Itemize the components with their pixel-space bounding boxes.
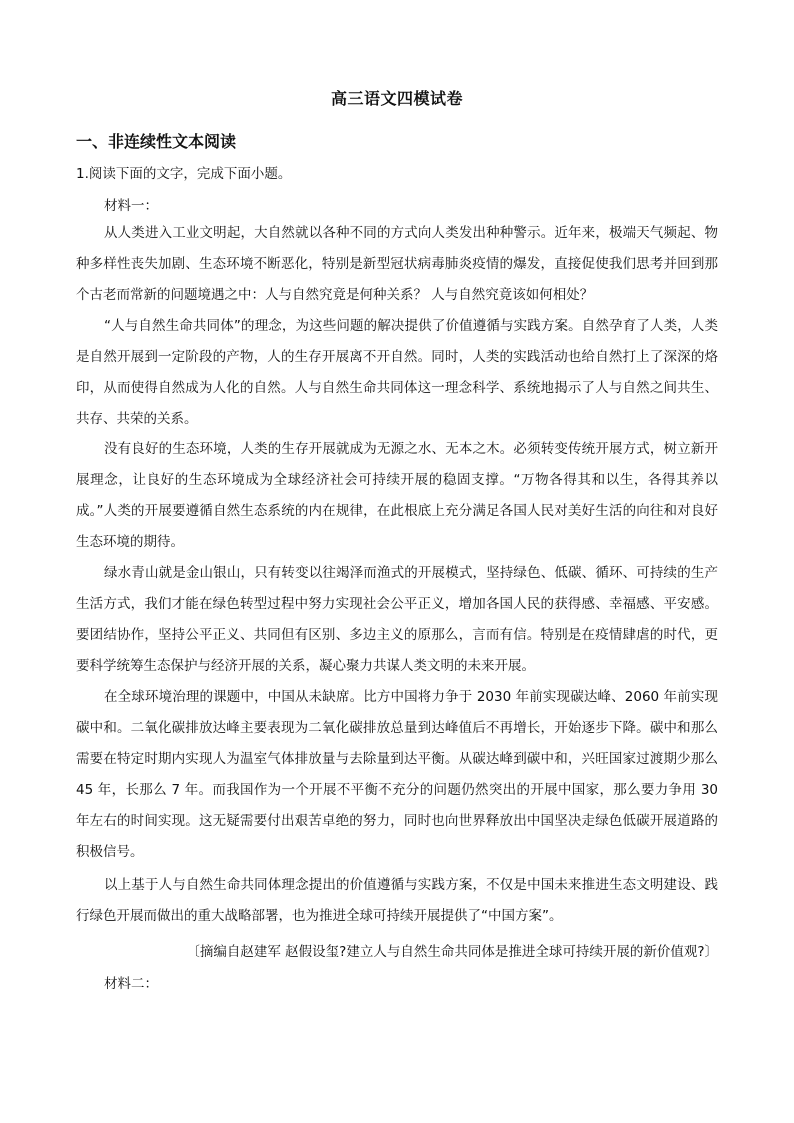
paragraph-5: 在全球环境治理的课题中，中国从未缺席。比方中国将力争于 2030 年前实现碳达峰、2060 年前实现碳中和。二氧化碳排放达峰主要表现为二氧化碳排放总量到达峰值后不再增长，开始逐步下降。碳中和那么需要在特定时期内实现人为温室气体排放量与去除量到达平衡。从碳达峰到碳中和，兴旺国家过渡期少那么 45 年，长那么 7 年。而我国作为一个开展不平衡不充分的问题仍然突出的开展中国家，那么要力争用 30 年左右的时间实现。这无疑需要付出艰苦卓绝的努力，同时也向世界释放出中国坚决走绿色低碳开展道路的积极信号。 <box>76 689 718 860</box>
paragraph-1: 从人类进入工业文明起，大自然就以各种不同的方式向人类发出种种警示。近年来，极端天气频起、物种多样性丧失加剧、生态环境不断恶化，特别是新型冠状病毒肺炎疫情的爆发，直接促使我们思考并回到那个古老而常新的问题境遇之中：人与自然究竟是何种关系？ 人与自然究竟该如何相处？ <box>76 225 718 303</box>
document-title: 高三语文四模试卷 <box>330 89 463 108</box>
material-1-label: 材料一： <box>104 198 158 214</box>
source-citation: 〔摘编自赵建军 赵假设玺?建立人与自然生命共同体是推进全球可持续开展的新价值观?〕 <box>186 944 718 960</box>
section-heading: 一、非连续性文本阅读 <box>76 132 237 151</box>
paragraph-4: 绿水青山就是金山银山，只有转变以往竭泽而渔式的开展模式，坚持绿色、低碳、循环、可持续的生产生活方式，我们才能在绿色转型过程中努力实现社会公平正义，增加各国人民的获得感、幸福感、平安感。要团结协作，坚持公平正义、共同但有区别、多边主义的原那么，言而有信。特别是在疫情肆虐的时代，更要科学统筹生态保护与经济开展的关系，凝心聚力共谋人类文明的未来开展。 <box>76 565 718 674</box>
paragraph-6: 以上基于人与自然生命共同体理念提出的价值遵循与实践方案，不仅是中国未来推进生态文明建设、践行绿色开展而做出的重大战略部署，也为推进全球可持续开展提供了“中国方案”。 <box>76 877 718 924</box>
material-2-label: 材料二： <box>104 976 158 992</box>
paragraph-3: 没有良好的生态环境，人类的生存开展就成为无源之水、无本之木。必须转变传统开展方式，树立新开展理念，让良好的生态环境成为全球经济社会可持续开展的稳固支撑。“万物各得其和以生，各得其养以成。”人类的开展要遵循自然生态系统的内在规律，在此根底上充分满足各国人民对美好生活的向往和对良好生态环境的期待。 <box>76 441 718 550</box>
question-intro: 1.阅读下面的文字，完成下面小题。 <box>76 166 292 182</box>
paragraph-2: “人与自然生命共同体”的理念，为这些问题的解决提供了价值遵循与实践方案。自然孕育了人类，人类是自然开展到一定阶段的产物，人的生存开展离不开自然。同时，人类的实践活动也给自然打上了深深的烙印，从而使得自然成为人化的自然。人与自然生命共同体这一理念科学、系统地揭示了人与自然之间共生、共存、共荣的关系。 <box>76 318 718 427</box>
